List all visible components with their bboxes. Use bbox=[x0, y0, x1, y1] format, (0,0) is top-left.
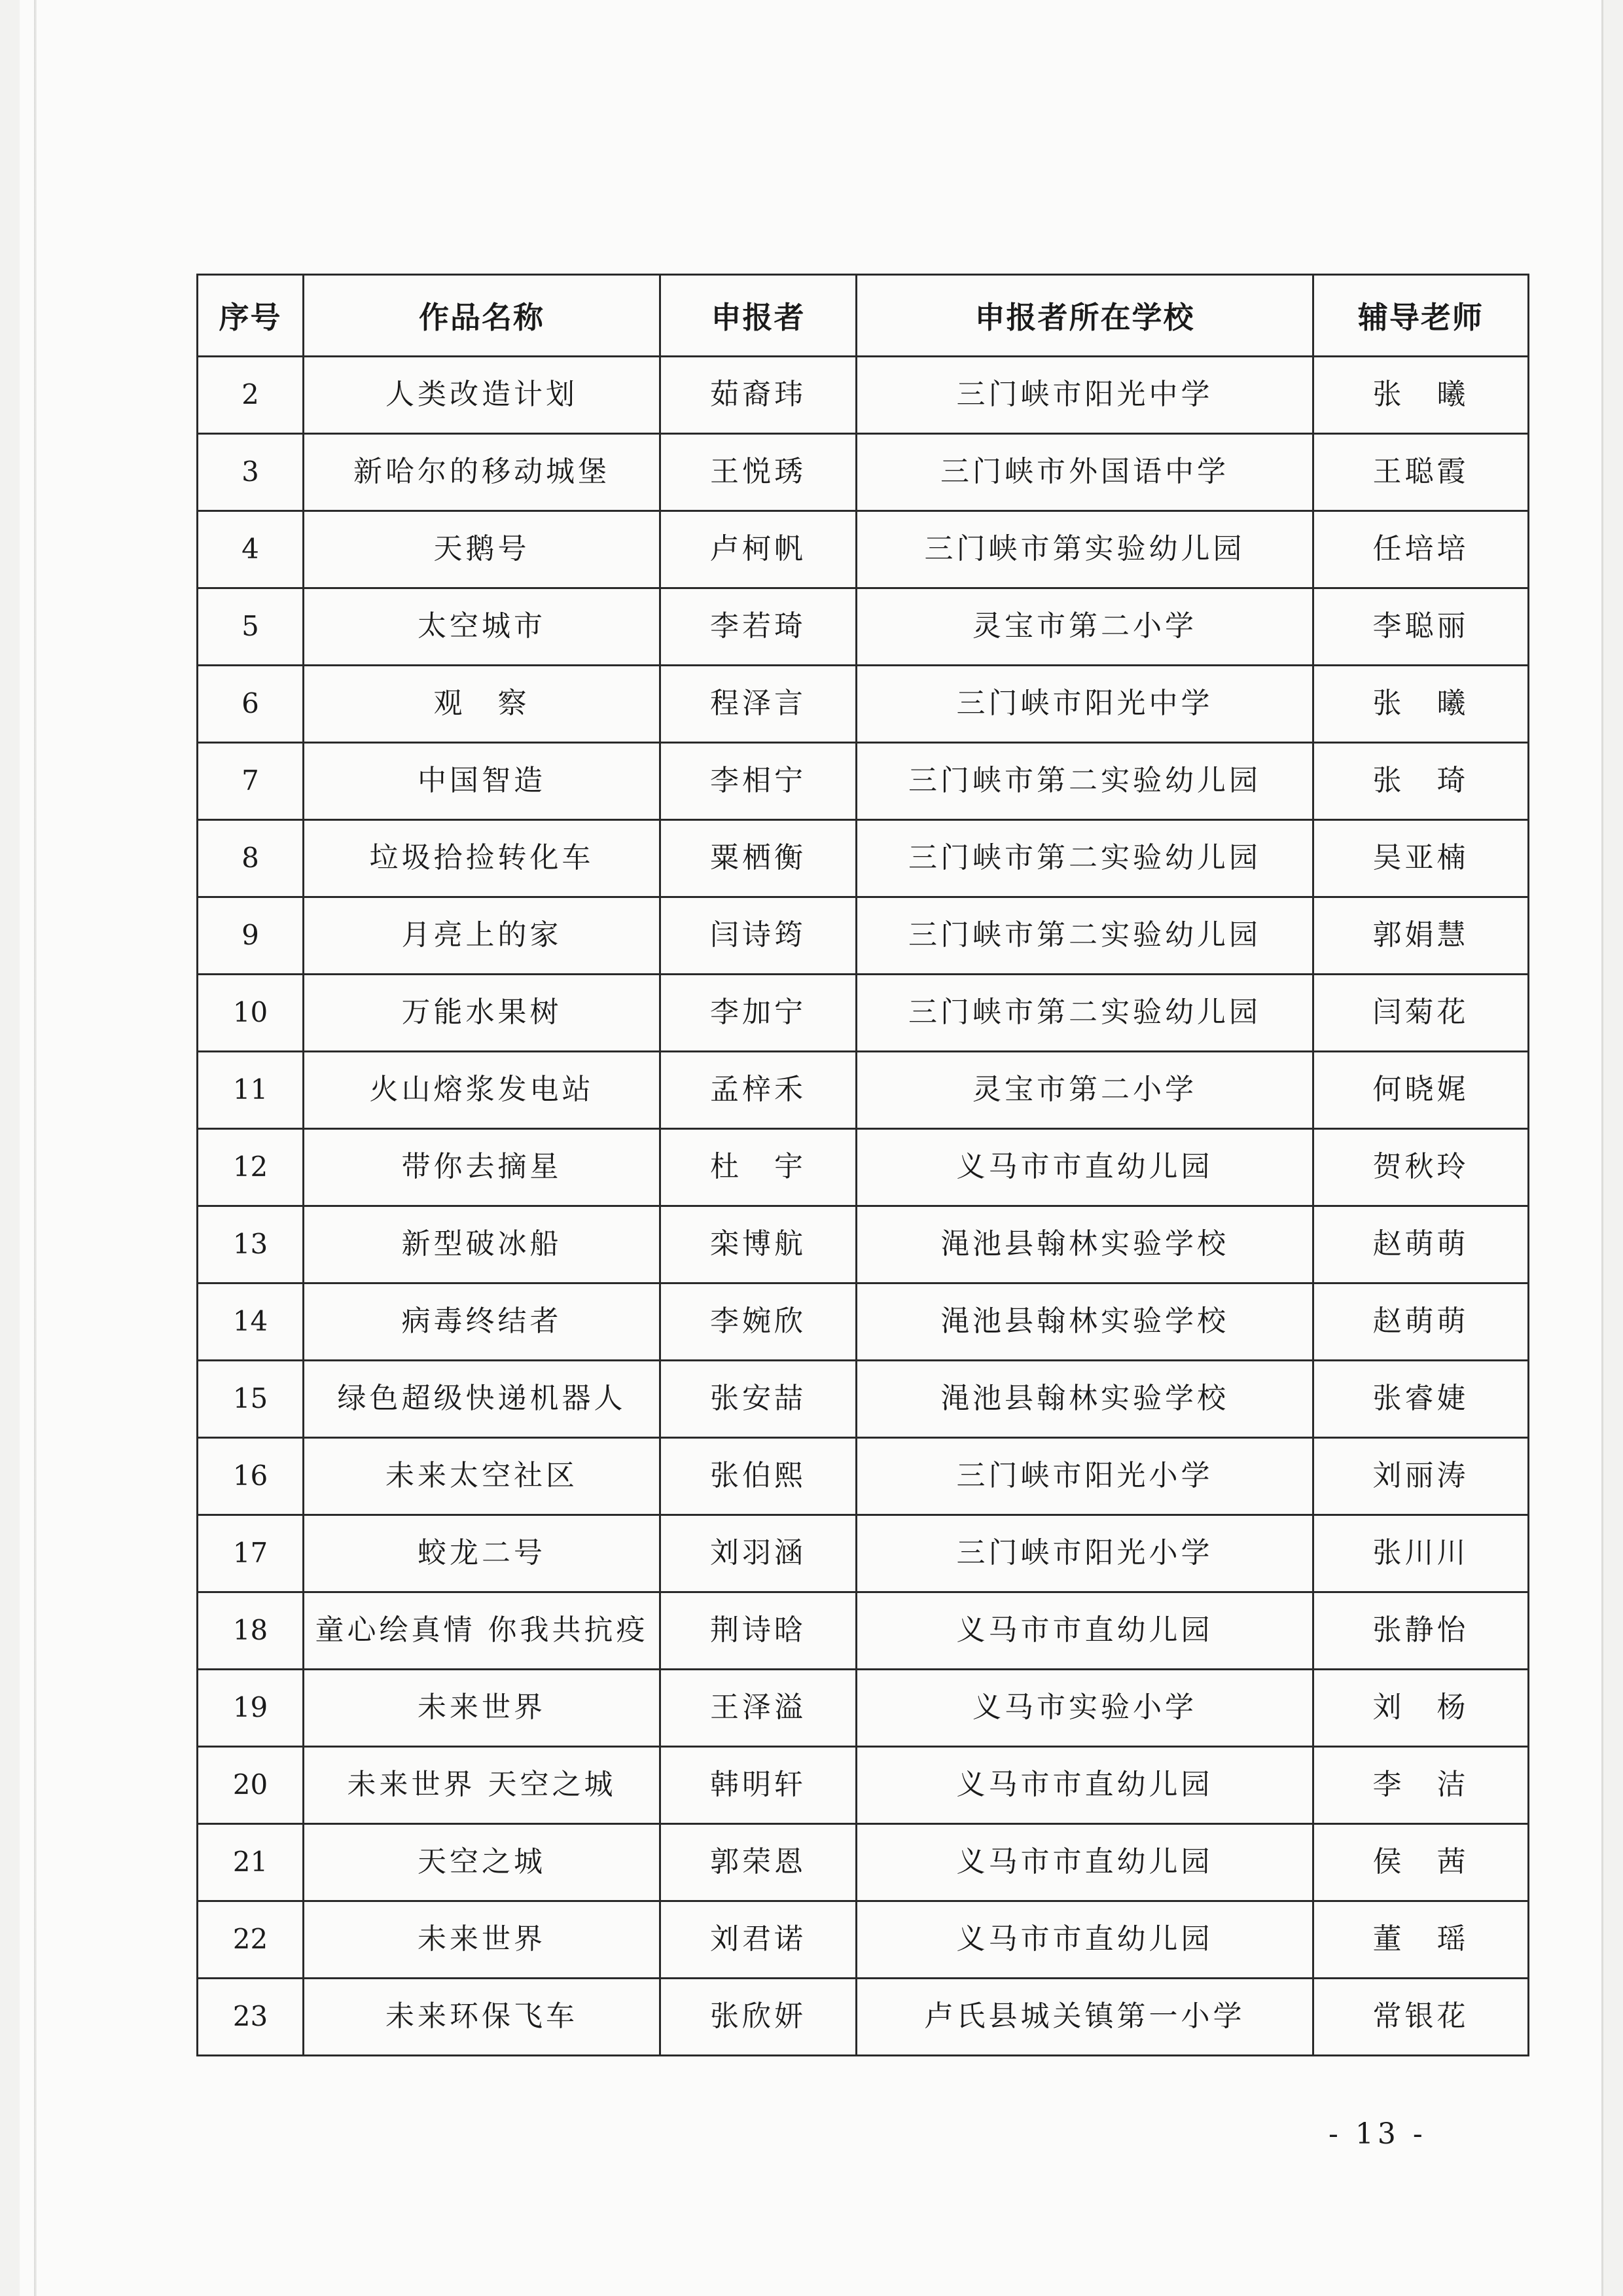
table-row bbox=[198, 1901, 1529, 1979]
table-row bbox=[198, 1283, 1529, 1361]
cell-advisor: 张川川 bbox=[1313, 1515, 1529, 1592]
cell-serial-number: 6 bbox=[198, 666, 304, 743]
cell-serial-number: 19 bbox=[198, 1670, 304, 1747]
cell-advisor: 张 琦 bbox=[1313, 743, 1529, 820]
cell-school: 三门峡市第实验幼儿园 bbox=[857, 511, 1313, 588]
table-row bbox=[198, 1515, 1529, 1592]
cell-applicant: 张伯熙 bbox=[660, 1438, 857, 1515]
cell-work-title: 新哈尔的移动城堡 bbox=[304, 434, 660, 511]
cell-work-title: 中国智造 bbox=[304, 743, 660, 820]
cell-serial-number: 4 bbox=[198, 511, 304, 588]
cell-applicant: 张欣妍 bbox=[660, 1979, 857, 2056]
cell-school: 渑池县翰林实验学校 bbox=[857, 1206, 1313, 1283]
table-row bbox=[198, 1206, 1529, 1283]
table-row bbox=[198, 1129, 1529, 1206]
table-row bbox=[198, 820, 1529, 897]
award-table bbox=[196, 274, 1529, 2056]
header-work-title: 作品名称 bbox=[304, 275, 660, 357]
cell-work-title: 天空之城 bbox=[304, 1824, 660, 1901]
cell-serial-number: 14 bbox=[198, 1283, 304, 1361]
table-row bbox=[198, 434, 1529, 511]
cell-school: 三门峡市阳光中学 bbox=[857, 666, 1313, 743]
table-row bbox=[198, 1438, 1529, 1515]
cell-serial-number: 22 bbox=[198, 1901, 304, 1979]
table-body bbox=[198, 357, 1529, 2056]
table-row bbox=[198, 511, 1529, 588]
cell-school: 渑池县翰林实验学校 bbox=[857, 1361, 1313, 1438]
cell-serial-number: 11 bbox=[198, 1052, 304, 1129]
cell-serial-number: 20 bbox=[198, 1747, 304, 1824]
cell-work-title: 万能水果树 bbox=[304, 975, 660, 1052]
cell-applicant: 程泽言 bbox=[660, 666, 857, 743]
cell-work-title: 天鹅号 bbox=[304, 511, 660, 588]
cell-work-title: 未来世界 bbox=[304, 1901, 660, 1979]
cell-serial-number: 3 bbox=[198, 434, 304, 511]
table-row bbox=[198, 666, 1529, 743]
cell-advisor: 刘丽涛 bbox=[1313, 1438, 1529, 1515]
cell-advisor: 任培培 bbox=[1313, 511, 1529, 588]
table-row bbox=[198, 1824, 1529, 1901]
cell-applicant: 张安喆 bbox=[660, 1361, 857, 1438]
cell-serial-number: 8 bbox=[198, 820, 304, 897]
cell-applicant: 李相宁 bbox=[660, 743, 857, 820]
cell-serial-number: 7 bbox=[198, 743, 304, 820]
table-row bbox=[198, 1670, 1529, 1747]
cell-school: 灵宝市第二小学 bbox=[857, 588, 1313, 666]
cell-advisor: 张睿婕 bbox=[1313, 1361, 1529, 1438]
cell-applicant: 李加宁 bbox=[660, 975, 857, 1052]
cell-applicant: 闫诗筠 bbox=[660, 897, 857, 975]
cell-applicant: 刘君诺 bbox=[660, 1901, 857, 1979]
cell-work-title: 火山熔浆发电站 bbox=[304, 1052, 660, 1129]
cell-school: 灵宝市第二小学 bbox=[857, 1052, 1313, 1129]
cell-serial-number: 9 bbox=[198, 897, 304, 975]
table-row bbox=[198, 1361, 1529, 1438]
table-row bbox=[198, 1592, 1529, 1670]
cell-advisor: 赵萌萌 bbox=[1313, 1283, 1529, 1361]
cell-applicant: 李若琦 bbox=[660, 588, 857, 666]
cell-applicant: 郭荣恩 bbox=[660, 1824, 857, 1901]
table-row bbox=[198, 1979, 1529, 2056]
cell-advisor: 吴亚楠 bbox=[1313, 820, 1529, 897]
cell-applicant: 王悦琇 bbox=[660, 434, 857, 511]
cell-serial-number: 23 bbox=[198, 1979, 304, 2056]
cell-advisor: 张 曦 bbox=[1313, 666, 1529, 743]
cell-advisor: 王聪霞 bbox=[1313, 434, 1529, 511]
cell-serial-number: 18 bbox=[198, 1592, 304, 1670]
cell-school: 义马市实验小学 bbox=[857, 1670, 1313, 1747]
cell-advisor: 刘 杨 bbox=[1313, 1670, 1529, 1747]
page-number: - 13 - bbox=[1329, 2117, 1427, 2151]
cell-school: 三门峡市阳光小学 bbox=[857, 1515, 1313, 1592]
cell-school: 三门峡市阳光小学 bbox=[857, 1438, 1313, 1515]
cell-work-title: 绿色超级快递机器人 bbox=[304, 1361, 660, 1438]
cell-advisor: 何晓娓 bbox=[1313, 1052, 1529, 1129]
cell-serial-number: 2 bbox=[198, 357, 304, 434]
cell-work-title: 未来世界 天空之城 bbox=[304, 1747, 660, 1824]
header-applicant: 申报者 bbox=[660, 275, 857, 357]
cell-advisor: 张 曦 bbox=[1313, 357, 1529, 434]
cell-school: 渑池县翰林实验学校 bbox=[857, 1283, 1313, 1361]
cell-serial-number: 12 bbox=[198, 1129, 304, 1206]
cell-applicant: 刘羽涵 bbox=[660, 1515, 857, 1592]
cell-school: 义马市市直幼儿园 bbox=[857, 1592, 1313, 1670]
cell-applicant: 粟栖衡 bbox=[660, 820, 857, 897]
cell-school: 三门峡市第二实验幼儿园 bbox=[857, 975, 1313, 1052]
cell-advisor: 闫菊花 bbox=[1313, 975, 1529, 1052]
cell-work-title: 未来太空社区 bbox=[304, 1438, 660, 1515]
cell-school: 三门峡市第二实验幼儿园 bbox=[857, 743, 1313, 820]
cell-work-title: 垃圾拾捡转化车 bbox=[304, 820, 660, 897]
cell-work-title: 带你去摘星 bbox=[304, 1129, 660, 1206]
table-row bbox=[198, 743, 1529, 820]
cell-school: 义马市市直幼儿园 bbox=[857, 1747, 1313, 1824]
cell-applicant: 卢柯帆 bbox=[660, 511, 857, 588]
cell-applicant: 茹裔玮 bbox=[660, 357, 857, 434]
cell-serial-number: 13 bbox=[198, 1206, 304, 1283]
cell-applicant: 韩明轩 bbox=[660, 1747, 857, 1824]
cell-applicant: 荆诗晗 bbox=[660, 1592, 857, 1670]
cell-advisor: 张静怡 bbox=[1313, 1592, 1529, 1670]
sheet-edge bbox=[1601, 0, 1603, 2296]
cell-school: 卢氏县城关镇第一小学 bbox=[857, 1979, 1313, 2056]
cell-applicant: 杜 宇 bbox=[660, 1129, 857, 1206]
cell-school: 义马市市直幼儿园 bbox=[857, 1129, 1313, 1206]
cell-work-title: 新型破冰船 bbox=[304, 1206, 660, 1283]
cell-school: 三门峡市第二实验幼儿园 bbox=[857, 897, 1313, 975]
cell-work-title: 未来环保飞车 bbox=[304, 1979, 660, 2056]
cell-work-title: 月亮上的家 bbox=[304, 897, 660, 975]
header-serial-number: 序号 bbox=[198, 275, 304, 357]
cell-advisor: 赵萌萌 bbox=[1313, 1206, 1529, 1283]
header-school: 申报者所在学校 bbox=[857, 275, 1313, 357]
cell-work-title: 人类改造计划 bbox=[304, 357, 660, 434]
cell-applicant: 王泽溢 bbox=[660, 1670, 857, 1747]
cell-work-title: 病毒终结者 bbox=[304, 1283, 660, 1361]
cell-school: 义马市市直幼儿园 bbox=[857, 1901, 1313, 1979]
cell-serial-number: 16 bbox=[198, 1438, 304, 1515]
cell-work-title: 观 察 bbox=[304, 666, 660, 743]
table-row bbox=[198, 357, 1529, 434]
cell-applicant: 孟梓禾 bbox=[660, 1052, 857, 1129]
table-row bbox=[198, 975, 1529, 1052]
cell-serial-number: 10 bbox=[198, 975, 304, 1052]
table-row bbox=[198, 897, 1529, 975]
cell-serial-number: 5 bbox=[198, 588, 304, 666]
table-row bbox=[198, 1052, 1529, 1129]
cell-applicant: 李婉欣 bbox=[660, 1283, 857, 1361]
cell-school: 三门峡市外国语中学 bbox=[857, 434, 1313, 511]
binding-fold bbox=[34, 0, 37, 2296]
cell-advisor: 侯 茜 bbox=[1313, 1824, 1529, 1901]
cell-advisor: 李 洁 bbox=[1313, 1747, 1529, 1824]
cell-work-title: 蛟龙二号 bbox=[304, 1515, 660, 1592]
cell-serial-number: 17 bbox=[198, 1515, 304, 1592]
cell-school: 三门峡市阳光中学 bbox=[857, 357, 1313, 434]
header-advisor: 辅导老师 bbox=[1313, 275, 1529, 357]
cell-school: 义马市市直幼儿园 bbox=[857, 1824, 1313, 1901]
cell-applicant: 栾博航 bbox=[660, 1206, 857, 1283]
cell-advisor: 董 瑶 bbox=[1313, 1901, 1529, 1979]
table-header-row bbox=[198, 275, 1529, 357]
cell-advisor: 郭娟慧 bbox=[1313, 897, 1529, 975]
cell-advisor: 李聪丽 bbox=[1313, 588, 1529, 666]
cell-advisor: 贺秋玲 bbox=[1313, 1129, 1529, 1206]
cell-work-title: 未来世界 bbox=[304, 1670, 660, 1747]
cell-work-title: 太空城市 bbox=[304, 588, 660, 666]
cell-serial-number: 15 bbox=[198, 1361, 304, 1438]
cell-serial-number: 21 bbox=[198, 1824, 304, 1901]
table-row bbox=[198, 1747, 1529, 1824]
cell-advisor: 常银花 bbox=[1313, 1979, 1529, 2056]
cell-school: 三门峡市第二实验幼儿园 bbox=[857, 820, 1313, 897]
table-row bbox=[198, 588, 1529, 666]
cell-work-title: 童心绘真情 你我共抗疫 bbox=[304, 1592, 660, 1670]
